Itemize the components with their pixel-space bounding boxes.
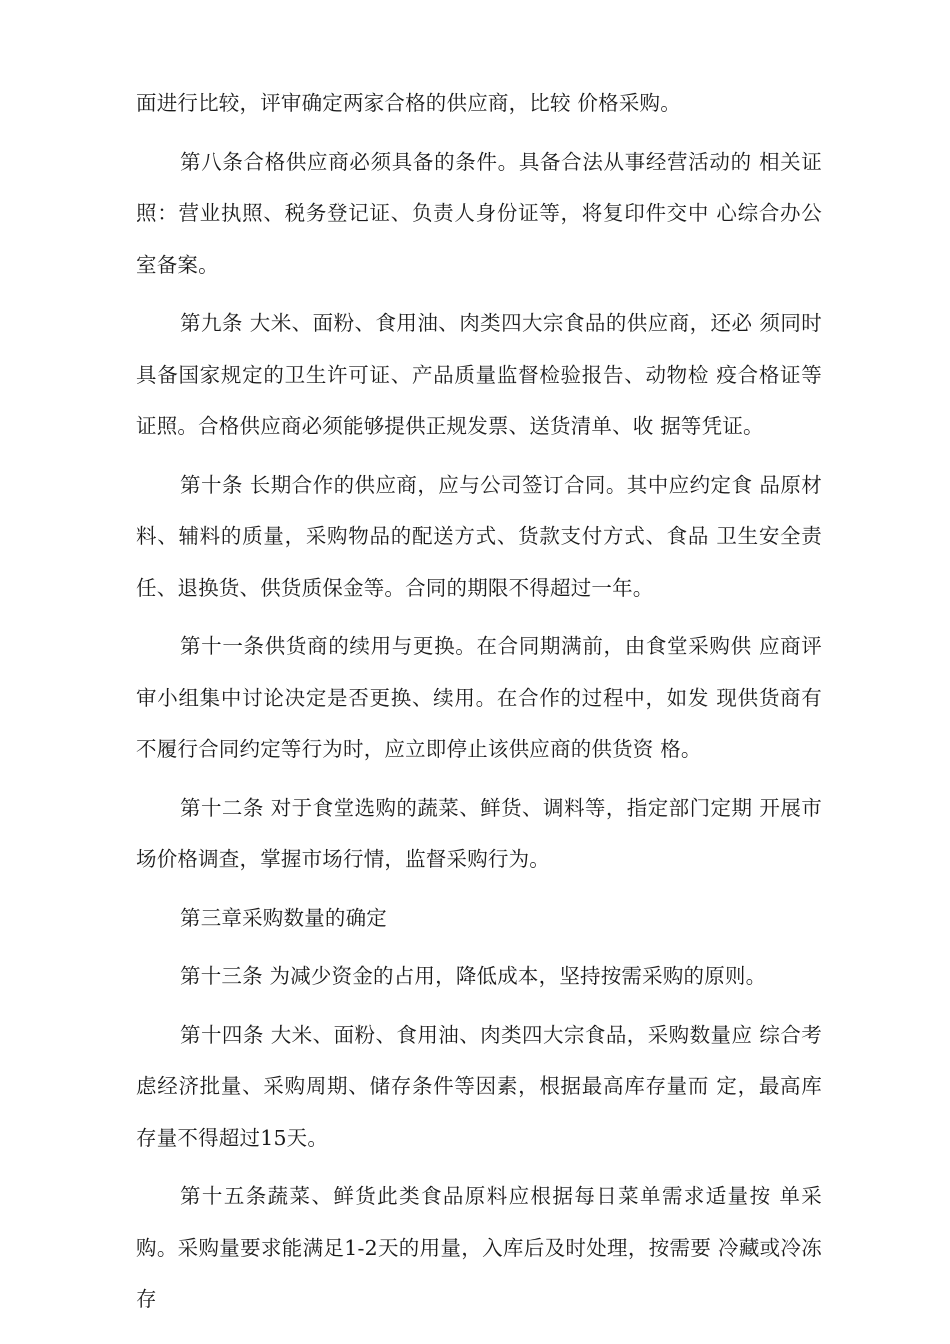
article-14: 第十四条 大米、面粉、食用油、肉类四大宗食品，采购数量应 综合考虑经济批量、采购周期、储存条件等因素，根据最高库存量而 定，最高库存量不得超过15天。 <box>136 1022 822 1150</box>
article-8: 第八条合格供应商必须具备的条件。具备合法从事经营活动的 相关证照：营业执照、税务登记证、负责人身份证等，将复印件交中 心综合办公室备案。 <box>136 149 822 277</box>
article-10: 第十条 长期合作的供应商，应与公司签订合同。其中应约定食 品原材料、辅料的质量，采购物品的配送方式、货款支付方式、食品 卫生安全责任、退换货、供货质保金等。合同的期限不得超过一年。 <box>136 472 822 600</box>
article-12: 第十二条 对于食堂选购的蔬菜、鲜货、调料等，指定部门定期 开展市场价格调查，掌握市场行情，监督采购行为。 <box>136 795 822 871</box>
article-11: 第十一条供货商的续用与更换。在合同期满前，由食堂采购供 应商评审小组集中讨论决定是否更换、续用。在合作的过程中，如发 现供货商有不履行合同约定等行为时，应立即停止该供应商的供货资 格。 <box>136 634 822 761</box>
paragraph-continuation: 面进行比较，评审确定两家合格的供应商，比较 价格采购。 <box>136 91 681 115</box>
article-13: 第十三条 为减少资金的占用，降低成本，坚持按需采购的原则。 <box>180 964 767 988</box>
top-margin <box>0 0 950 78</box>
chapter-3-heading: 第三章采购数量的确定 <box>180 905 387 930</box>
article-9: 第九条 大米、面粉、食用油、肉类四大宗食品的供应商，还必 须同时具备国家规定的卫生许可证、产品质量监督检验报告、动物检 疫合格证等证照。合格供应商必须能够提供正规发票、送货清单、收 据等凭证。 <box>136 311 822 438</box>
article-15: 第十五条蔬菜、鲜货此类食品原料应根据每日菜单需求适量按 单采购。采购量要求能满足1-2天的用量，入库后及时处理，按需要 冷藏或冷冻存 <box>136 1184 822 1311</box>
